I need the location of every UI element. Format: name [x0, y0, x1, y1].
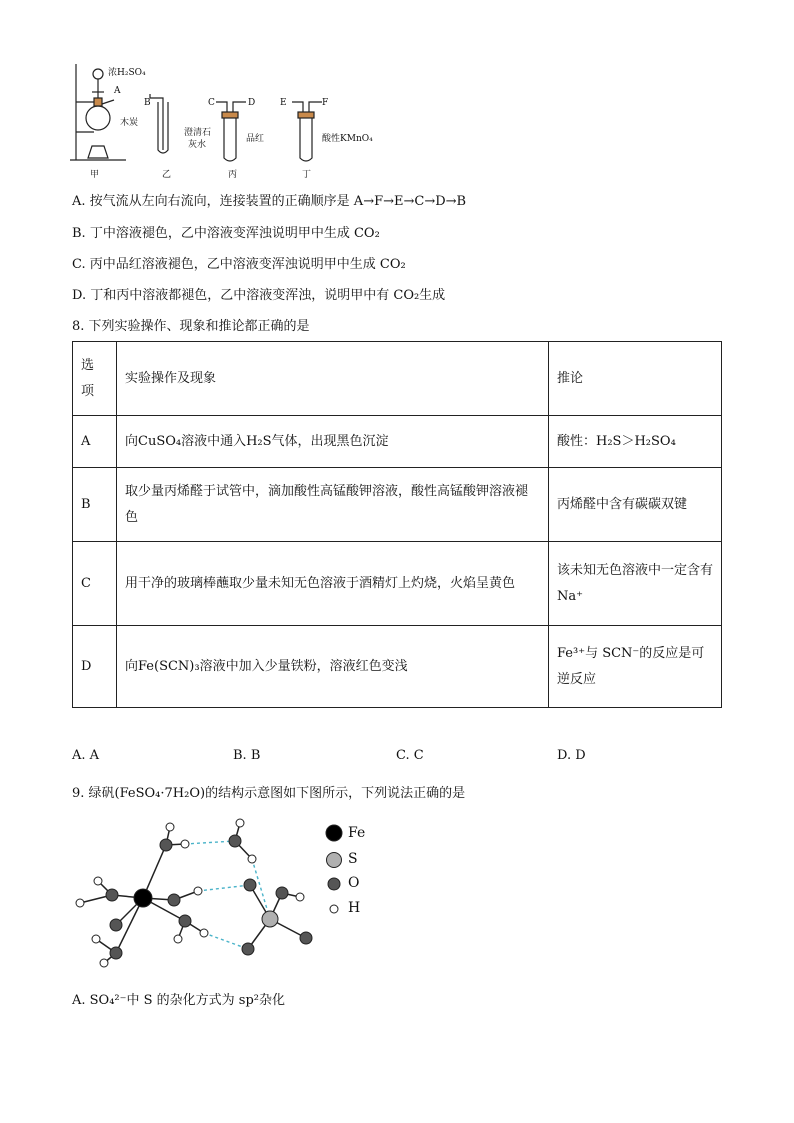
- label-f: F: [322, 98, 329, 108]
- oxygen-atom: [300, 932, 312, 944]
- legend-h: H: [348, 900, 361, 916]
- label-pinkred: 品红: [246, 134, 265, 144]
- oxygen-atom: [110, 919, 122, 931]
- oxygen-atom: [110, 947, 122, 959]
- q7-option-b: B. 丁中溶液褪色，乙中溶液变浑浊说明甲中生成 CO₂: [72, 226, 380, 241]
- legend-fe: Fe: [348, 825, 366, 841]
- sulfur-atom: [262, 911, 278, 927]
- hydrogen-atom: [200, 929, 208, 937]
- row-operation: 向Fe(SCN)₃溶液中加入少量铁粉，溶液红色变浅: [117, 626, 549, 708]
- choice-c: C. C: [396, 748, 424, 763]
- q7-option-d: D. 丁和丙中溶液都褪色，乙中溶液变浑浊，说明甲中有 CO₂生成: [72, 288, 446, 303]
- label-b: B: [144, 98, 151, 108]
- q8-title: 8. 下列实验操作、现象和推论都正确的是: [72, 319, 310, 334]
- legend-s: S: [348, 851, 358, 867]
- header-operation: 实验操作及现象: [117, 342, 549, 416]
- apparatus-figure: [66, 62, 366, 182]
- oxygen-atom: [242, 943, 254, 955]
- table-row: [73, 416, 722, 468]
- row-inference: 该未知无色溶液中一定含有 Na⁺: [549, 542, 722, 626]
- row-operation: 向CuSO₄溶液中通入H₂S气体，出现黑色沉淀: [117, 416, 549, 468]
- table-row: [73, 542, 722, 626]
- hydrogen-atom: [100, 959, 108, 967]
- hydrogen-atom: [181, 840, 189, 848]
- hydrogen-atom: [92, 935, 100, 943]
- label-ding: 丁: [302, 170, 312, 180]
- row-option: C: [73, 542, 117, 626]
- label-limewater-2: 灰水: [188, 140, 207, 150]
- q8-table: [72, 341, 722, 708]
- label-a: A: [114, 86, 121, 96]
- oxygen-atom: [244, 879, 256, 891]
- oxygen-atom: [106, 889, 118, 901]
- structure-legend: [322, 822, 346, 922]
- table-row: [73, 342, 722, 416]
- label-yi: 乙: [162, 170, 172, 180]
- green-vitriol-structure: [70, 815, 330, 980]
- row-operation: 用干净的玻璃棒蘸取少量未知无色溶液于酒精灯上灼烧，火焰呈黄色: [117, 542, 549, 626]
- q7-option-c: C. 丙中品红溶液褪色，乙中溶液变浑浊说明甲中生成 CO₂: [72, 257, 406, 272]
- q7-option-a: A. 按气流从左向右流向，连接装置的正确顺序是 A→F→E→C→D→B: [72, 194, 467, 209]
- oxygen-atom: [276, 887, 288, 899]
- hydrogen-atom: [76, 899, 84, 907]
- hydrogen-atom: [166, 823, 174, 831]
- choice-d: D. D: [557, 748, 586, 763]
- choice-b: B. B: [233, 748, 261, 763]
- label-charcoal: 木炭: [120, 118, 139, 128]
- row-inference: 酸性：H₂S＞H₂SO₄: [549, 416, 722, 468]
- label-limewater-1: 澄清石: [184, 128, 212, 138]
- label-jia: 甲: [90, 170, 100, 180]
- label-acid: 浓H₂SO₄: [108, 68, 146, 78]
- q9-option-a: A. SO₄²⁻中 S 的杂化方式为 sp²杂化: [72, 993, 286, 1008]
- table-row: [73, 626, 722, 708]
- label-e: E: [280, 98, 287, 108]
- iron-atom: [134, 889, 152, 907]
- hydrogen-atom: [194, 887, 202, 895]
- hydrogen-atom: [94, 877, 102, 885]
- label-bing: 丙: [228, 170, 238, 180]
- oxygen-atom: [160, 839, 172, 851]
- row-option: A: [73, 416, 117, 468]
- oxygen-atom: [168, 894, 180, 906]
- q9-title: 9. 绿矾(FeSO₄·7H₂O)的结构示意图如下图所示，下列说法正确的是: [72, 786, 466, 801]
- row-inference: 丙烯醛中含有碳碳双键: [549, 468, 722, 542]
- hydrogen-atom: [296, 893, 304, 901]
- oxygen-atom: [229, 835, 241, 847]
- header-inference: 推论: [549, 342, 722, 416]
- row-option: B: [73, 468, 117, 542]
- row-option: D: [73, 626, 117, 708]
- label-c: C: [208, 98, 215, 108]
- legend-o: O: [348, 875, 360, 891]
- hydrogen-atom: [248, 855, 256, 863]
- choice-a: A. A: [72, 748, 100, 763]
- row-inference: Fe³⁺与 SCN⁻的反应是可逆反应: [549, 626, 722, 708]
- oxygen-atom: [179, 915, 191, 927]
- table-row: [73, 468, 722, 542]
- hydrogen-atom: [236, 819, 244, 827]
- row-operation: 取少量丙烯醛于试管中，滴加酸性高锰酸钾溶液，酸性高锰酸钾溶液褪色: [117, 468, 549, 542]
- hydrogen-atom: [174, 935, 182, 943]
- label-d: D: [248, 98, 256, 108]
- header-option: 选 项: [73, 342, 117, 416]
- label-kmno4: 酸性KMnO₄: [322, 134, 373, 144]
